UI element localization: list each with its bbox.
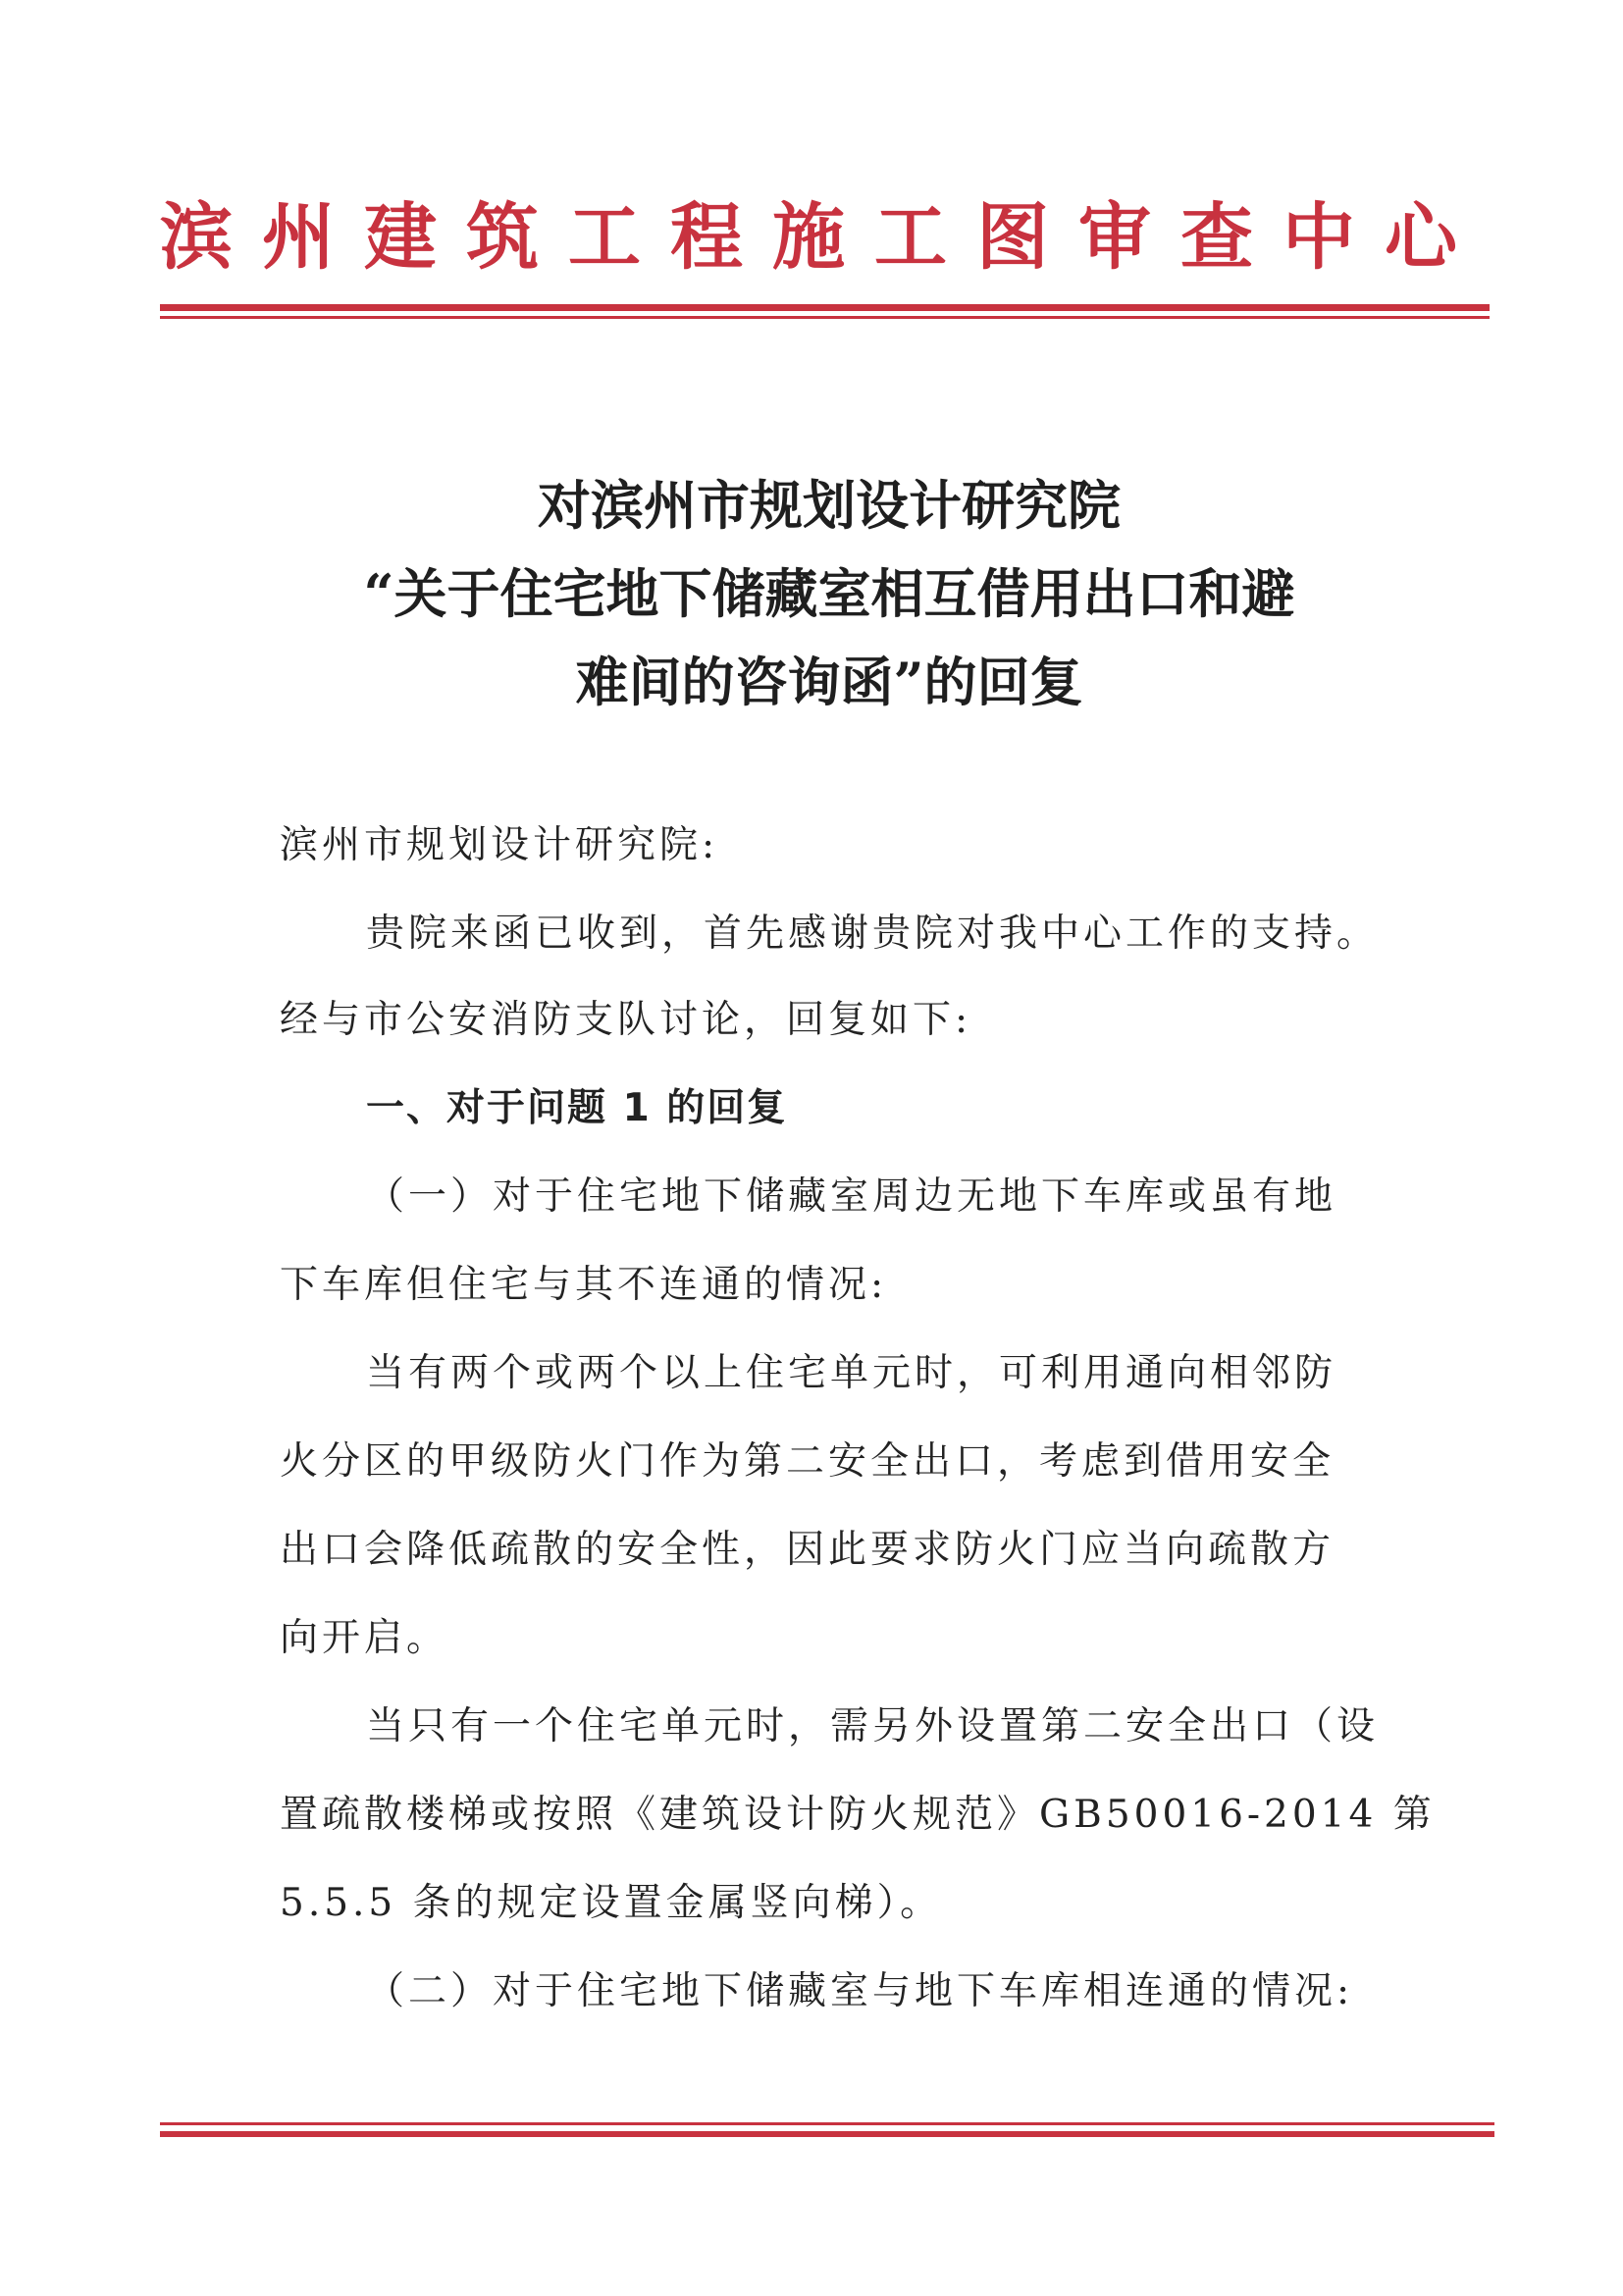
document-title — [196, 461, 1462, 726]
paragraph-line: 贵院来函已收到，首先感谢贵院对我中心工作的支持。 — [366, 912, 1380, 956]
title-line-3: 难间的咨询函”的回复 — [575, 651, 1083, 713]
paragraph-line: 向开启。 — [280, 1616, 449, 1660]
paragraph-line: 当只有一个住宅单元时，需另外设置第二安全出口（设 — [366, 1704, 1380, 1748]
paragraph-line: 5.5.5 条的规定设置金属竖向梯）。 — [280, 1881, 943, 1925]
footer-rule-thin — [160, 2122, 1494, 2125]
paragraph-line: 置疏散楼梯或按照《建筑设计防火规范》GB50016-2014 第 — [280, 1793, 1436, 1837]
subsection-heading: （一）对于住宅地下储藏室周边无地下车库或虽有地 — [366, 1174, 1337, 1219]
paragraph-line: 出口会降低疏散的安全性，因此要求防火门应当向疏散方 — [280, 1528, 1335, 1572]
paragraph-line: 火分区的甲级防火门作为第二安全出口，考虑到借用安全 — [280, 1439, 1335, 1484]
subsection-heading: （二）对于住宅地下储藏室与地下车库相连通的情况: — [366, 1969, 1354, 2013]
section-heading: 一、对于问题 1 的回复 — [366, 1086, 788, 1130]
salutation: 滨州市规划设计研究院: — [280, 823, 719, 867]
paragraph-line: 下车库但住宅与其不连通的情况: — [280, 1263, 888, 1307]
title-line-2: “关于住宅地下储藏室相互借用出口和避 — [363, 562, 1295, 625]
seal-stamp — [868, 937, 1623, 1699]
title-line-1: 对滨州市规划设计研究院 — [538, 474, 1121, 537]
letterhead-title: 滨州建筑工程施工图审查中心 — [160, 195, 1487, 280]
letterhead-rule-thin — [160, 316, 1490, 319]
letterhead-rule-thick — [160, 304, 1490, 311]
footer-rule-thick — [160, 2131, 1494, 2137]
paragraph-line: 经与市公安消防支队讨论，回复如下: — [280, 998, 972, 1042]
paragraph-line: 当有两个或两个以上住宅单元时，可利用通向相邻防 — [366, 1351, 1337, 1395]
